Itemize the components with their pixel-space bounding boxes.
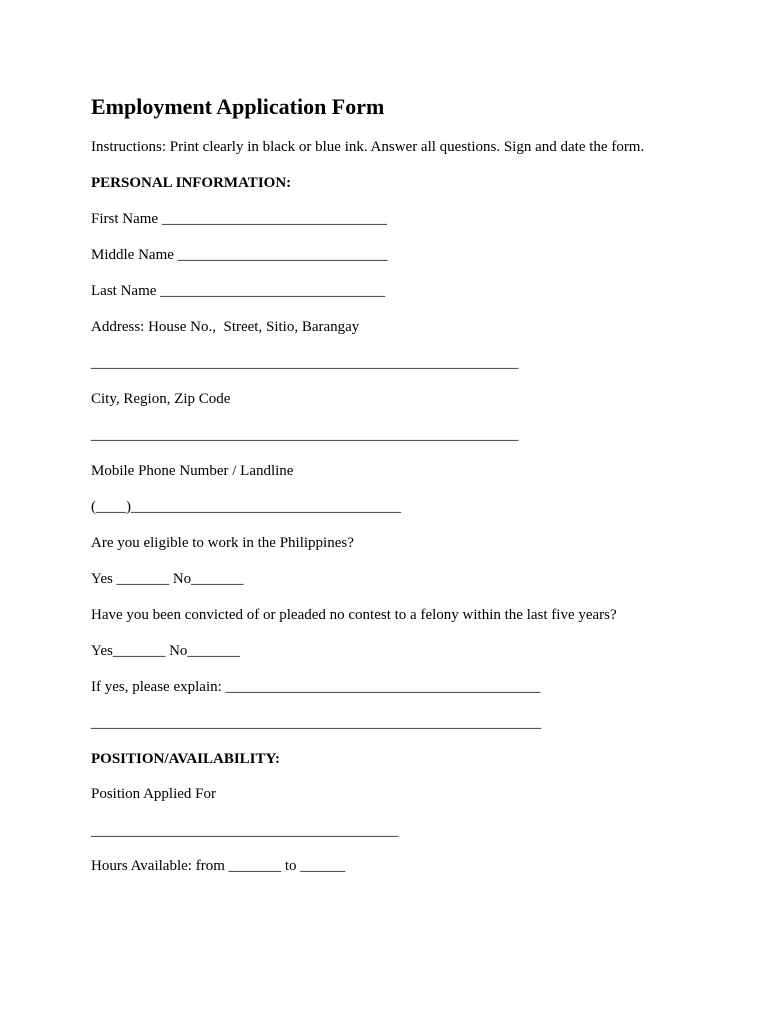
personal-information-heading: PERSONAL INFORMATION: xyxy=(91,175,292,191)
city-region-zip-label: City, Region, Zip Code xyxy=(91,391,231,407)
first-name-field[interactable]: First Name ______________________________ xyxy=(91,211,387,227)
last-name-field[interactable]: Last Name ______________________________ xyxy=(91,283,386,299)
work-eligibility-answer[interactable]: Yes _______ No_______ xyxy=(91,571,244,587)
work-eligibility-question: Are you eligible to work in the Philippines? xyxy=(91,535,354,551)
address-label: Address: House No., Street, Sitio, Barangay xyxy=(91,319,360,335)
felony-answer[interactable]: Yes_______ No_______ xyxy=(91,643,240,659)
position-applied-label: Position Applied For xyxy=(91,786,217,802)
address-field[interactable]: _________________________________________________________ xyxy=(91,355,519,371)
form-title: Employment Application Form xyxy=(91,94,385,119)
position-applied-field[interactable]: _________________________________________ xyxy=(91,823,399,839)
felony-question: Have you been convicted of or pleaded no contest to a felony within the last five years? xyxy=(91,607,617,623)
explain-continuation-field[interactable]: ____________________________________________________________ xyxy=(91,715,541,731)
form-instructions: Instructions: Print clearly in black or blue ink. Answer all questions. Sign and date the form. xyxy=(91,139,645,155)
phone-field[interactable]: (____)____________________________________ xyxy=(91,499,401,515)
explain-field[interactable]: If yes, please explain: __________________________________________ xyxy=(91,679,541,695)
middle-name-field[interactable]: Middle Name ____________________________ xyxy=(91,247,388,263)
position-availability-heading: POSITION/AVAILABILITY: xyxy=(91,751,280,767)
city-region-zip-field[interactable]: _________________________________________________________ xyxy=(91,427,519,443)
phone-label: Mobile Phone Number / Landline xyxy=(91,463,294,479)
hours-available-field[interactable]: Hours Available: from _______ to ______ xyxy=(91,858,346,874)
